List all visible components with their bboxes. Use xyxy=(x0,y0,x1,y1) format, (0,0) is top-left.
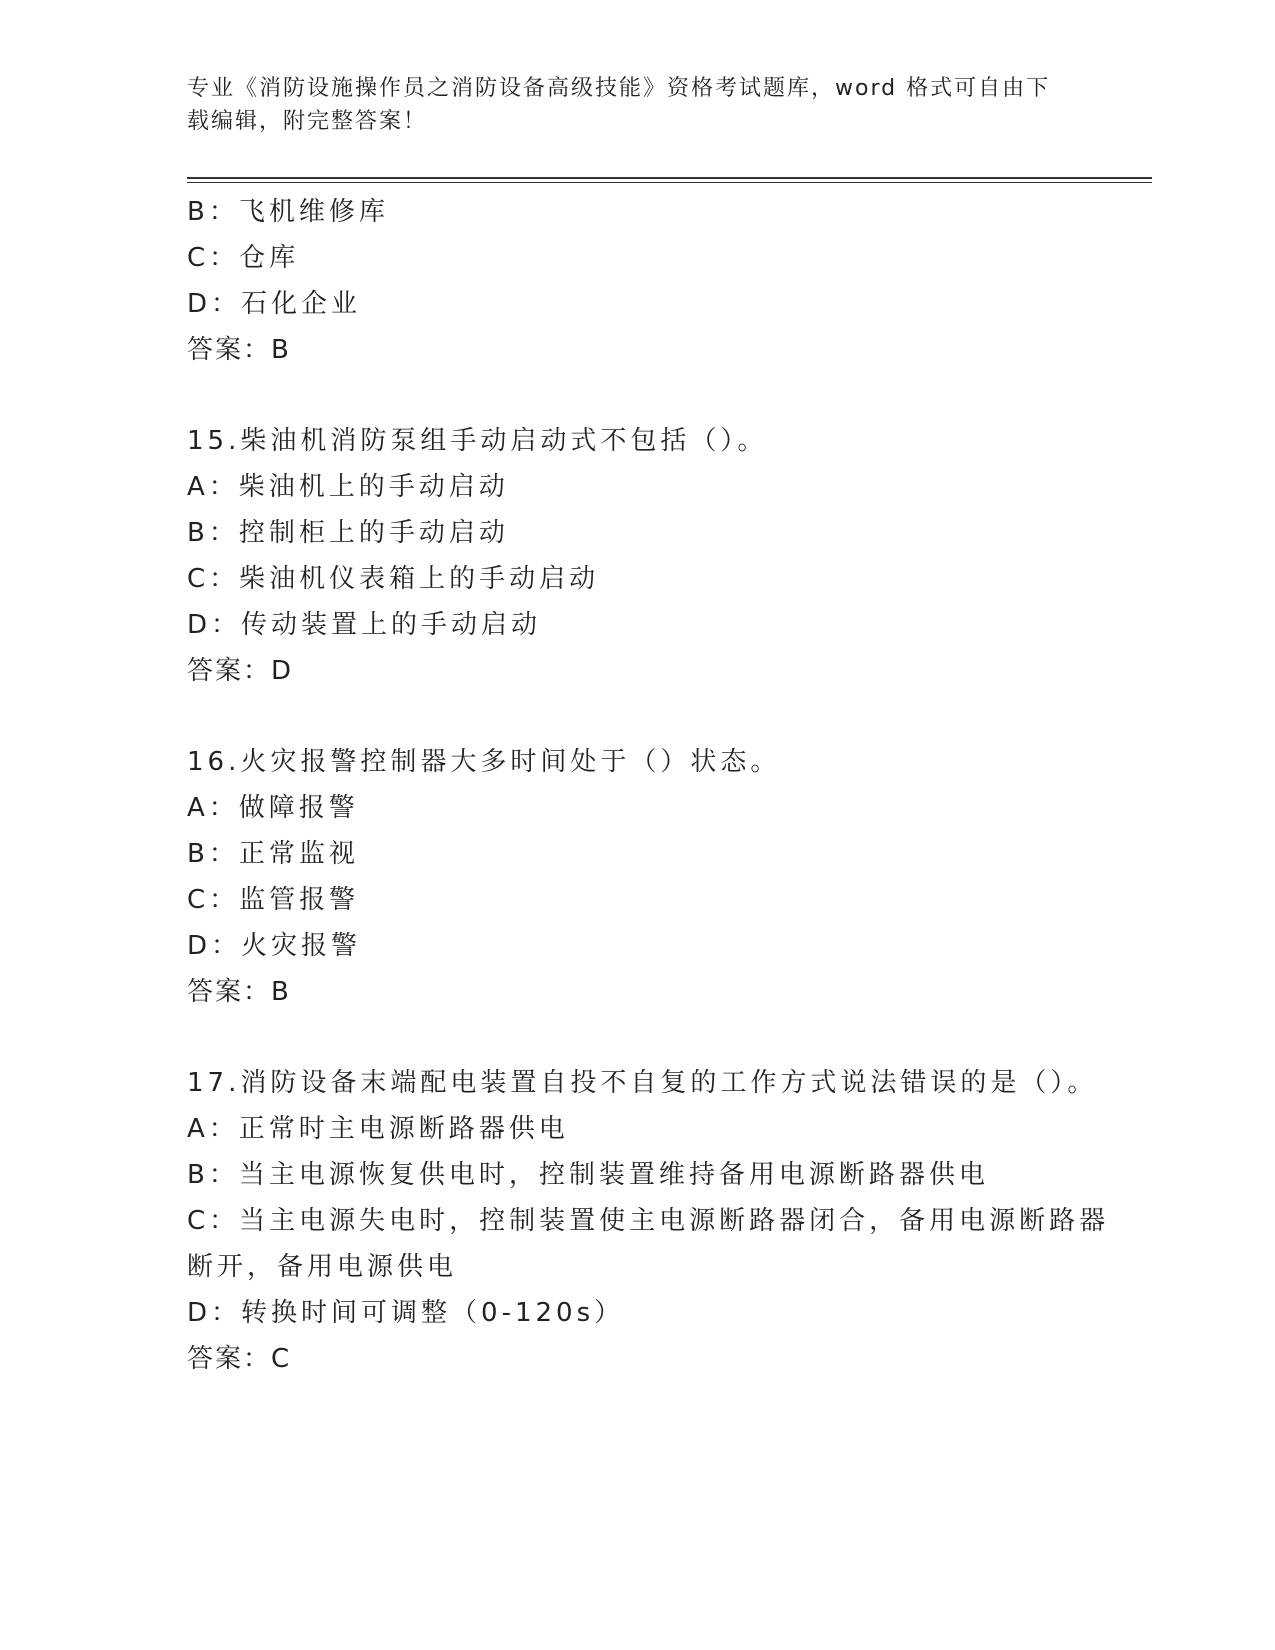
header-divider-thick xyxy=(187,177,1152,179)
option-b: B：当主电源恢复供电时，控制装置维持备用电源断路器供电 xyxy=(187,1160,989,1190)
option-c-continued: 断开，备用电源供电 xyxy=(187,1252,458,1282)
answer: 答案：B xyxy=(187,335,291,365)
question-14-continued xyxy=(187,189,1087,373)
option-b: B：正常监视 xyxy=(187,839,359,869)
option-c: C：柴油机仪表箱上的手动启动 xyxy=(187,564,600,594)
question-16 xyxy=(187,739,1087,1015)
answer: 答案：C xyxy=(187,1344,292,1374)
option-d: D：石化企业 xyxy=(187,289,362,319)
answer: 答案：D xyxy=(187,656,294,686)
option-c: C：当主电源失电时，控制装置使主电源断路器闭合，备用电源断路器 xyxy=(187,1206,1110,1236)
question-stem: 17.消防设备末端配电装置自投不自复的工作方式说法错误的是（）。 xyxy=(187,1068,1098,1098)
option-a: A：做障报警 xyxy=(187,793,359,823)
option-d: D：转换时间可调整（0-120s） xyxy=(187,1298,625,1328)
option-c: C：仓库 xyxy=(187,243,300,273)
header-divider-thin xyxy=(187,182,1152,183)
option-b: B：飞机维修库 xyxy=(187,197,389,227)
question-stem: 16.火灾报警控制器大多时间处于（）状态。 xyxy=(187,747,781,777)
answer: 答案：B xyxy=(187,977,291,1007)
question-stem: 15.柴油机消防泵组手动启动式不包括（）。 xyxy=(187,426,768,456)
question-content xyxy=(187,189,1110,1382)
option-a: A：柴油机上的手动启动 xyxy=(187,472,509,502)
document-header xyxy=(187,72,1067,138)
header-line-2: 载编辑，附完整答案！ xyxy=(187,109,428,134)
option-c: C：监管报警 xyxy=(187,885,360,915)
option-a: A：正常时主电源断路器供电 xyxy=(187,1114,569,1144)
option-d: D：传动装置上的手动启动 xyxy=(187,610,542,640)
question-15 xyxy=(187,418,1087,694)
option-b: B：控制柜上的手动启动 xyxy=(187,518,509,548)
option-d: D：火灾报警 xyxy=(187,931,362,961)
header-line-1: 专业《消防设施操作员之消防设备高级技能》资格考试题库，word 格式可自由下 xyxy=(187,76,1051,101)
question-17 xyxy=(187,1060,1110,1382)
